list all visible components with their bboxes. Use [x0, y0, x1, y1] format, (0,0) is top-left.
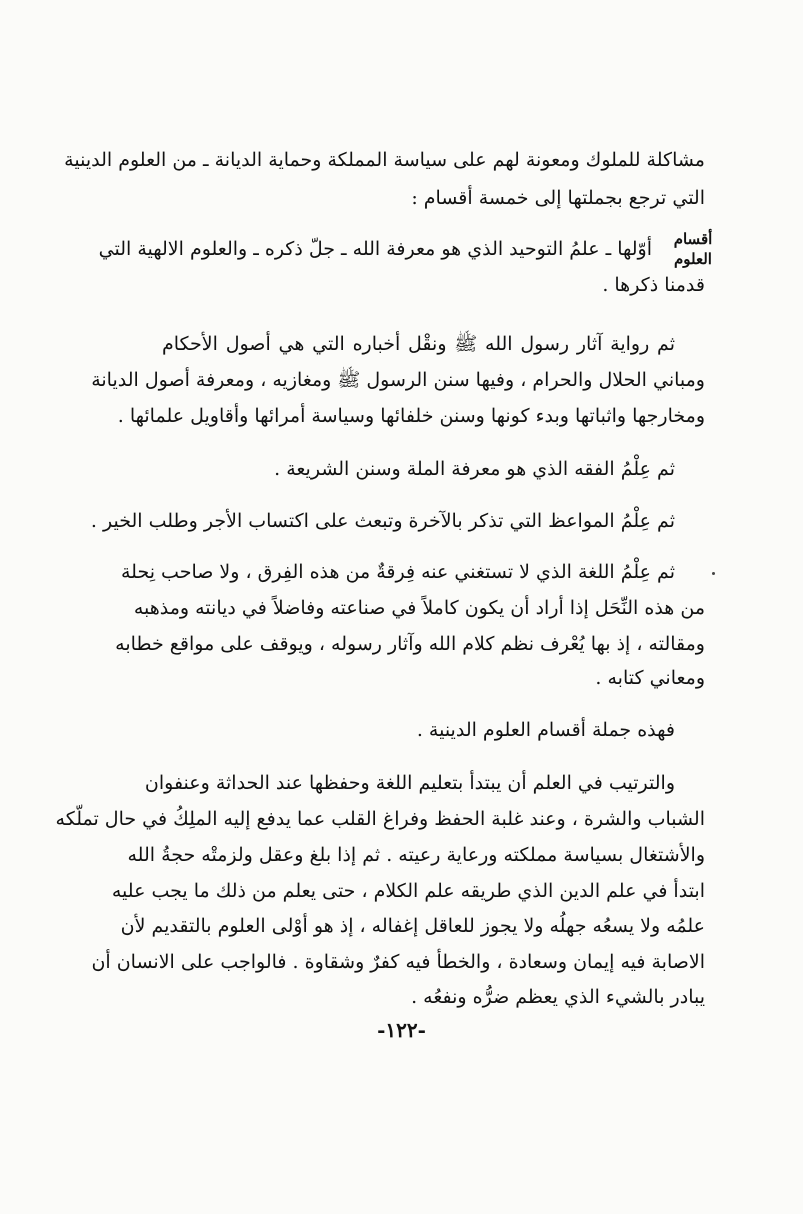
text-line: مشاكلة للملوك ومعونة لهم على سياسة المملكة وحماية الديانة ـ من العلوم الدينية	[64, 149, 705, 171]
text-line: علمُه ولا يسعُه جهلُه ولا يجوز للعاقل إغفاله ، إذ هو أوْلى العلوم بالتقديم لأن	[120, 915, 705, 937]
text-line: فهذه جملة أقسام العلوم الدينية .	[416, 719, 675, 741]
text-line: من هذه النِّحَل إذا أراد أن يكون كاملاً في صناعته وفاضلاً في ديانته ومذهبه	[133, 597, 705, 619]
text-line: ثم عِلْمُ المواعظ التي تذكر بالآخرة وتبعث على اكتساب الأجر وطلب الخير .	[90, 510, 675, 532]
text-line: يبادر بالشيء الذي يعظم ضرُّه ونفعُه .	[411, 986, 705, 1008]
text-line: التي ترجع بجملتها إلى خمسة أقسام :	[411, 187, 705, 209]
margin-note-line: العلوم	[674, 250, 712, 268]
text-line: أوّلها ـ علمُ التوحيد الذي هو معرفة الله ـ جلّ ذكره ـ والعلوم الالهية التي	[98, 238, 652, 260]
text-line: ومخارجها واثباتها وبدء كونها وسنن خلفائها وسياسة أمرائها وأقاويل علمائها .	[117, 405, 705, 427]
text-line: والترتيب في العلم أن يبتدأ بتعليم اللغة وحفظها عند الحداثة وعنفوان	[144, 772, 675, 794]
text-line: ثم رواية آثار رسول الله ﷺ ونقْل أخباره التي هي أصول الأحكام	[162, 333, 675, 355]
text-line: قدمنا ذكرها .	[602, 274, 705, 296]
text-line: ومباني الحلال والحرام ، وفيها سنن الرسول ﷺ ومغازيه ، ومعرفة أصول الديانة	[91, 369, 705, 391]
text-line: الشباب والشرة ، وعند غلبة الحفظ وفراغ القلب عما يدفع إليه الملِكُ في حال تملّكه	[55, 808, 705, 830]
text-line: ثم عِلْمُ اللغة الذي لا تستغني عنه فِرقةٌ من هذه الفِرق ، ولا صاحب نِحلة	[120, 561, 675, 583]
text-line: ثم عِلْمُ الفقه الذي هو معرفة الملة وسنن الشريعة .	[274, 458, 675, 480]
margin-note	[660, 229, 726, 269]
text-line: ابتدأ في علم الدين الذي طريقه علم الكلام ، حتى يعلم من ذلك ما يجب عليه	[111, 880, 705, 902]
text-line: الاصابة فيه إيمان وسعادة ، والخطأ فيه كفرٌ وشقاوة . فالواجب على الانسان أن	[91, 951, 705, 973]
text-line: ومعاني كتابه .	[595, 667, 705, 689]
page-number: -١٢٢-	[377, 1018, 426, 1042]
text-line: ومقالته ، إذ بها يُعْرف نظم كلام الله وآثار رسوله ، ويوقف على مواقع خطابه	[115, 633, 705, 655]
margin-note-line: أقسام	[673, 230, 713, 248]
text-line: والأشتغال بسياسة مملكته ورعاية رعيته . ثم إذا بلغ وعقل ولزمتْه حجةُ الله	[127, 844, 705, 866]
scan-speck	[712, 572, 715, 575]
